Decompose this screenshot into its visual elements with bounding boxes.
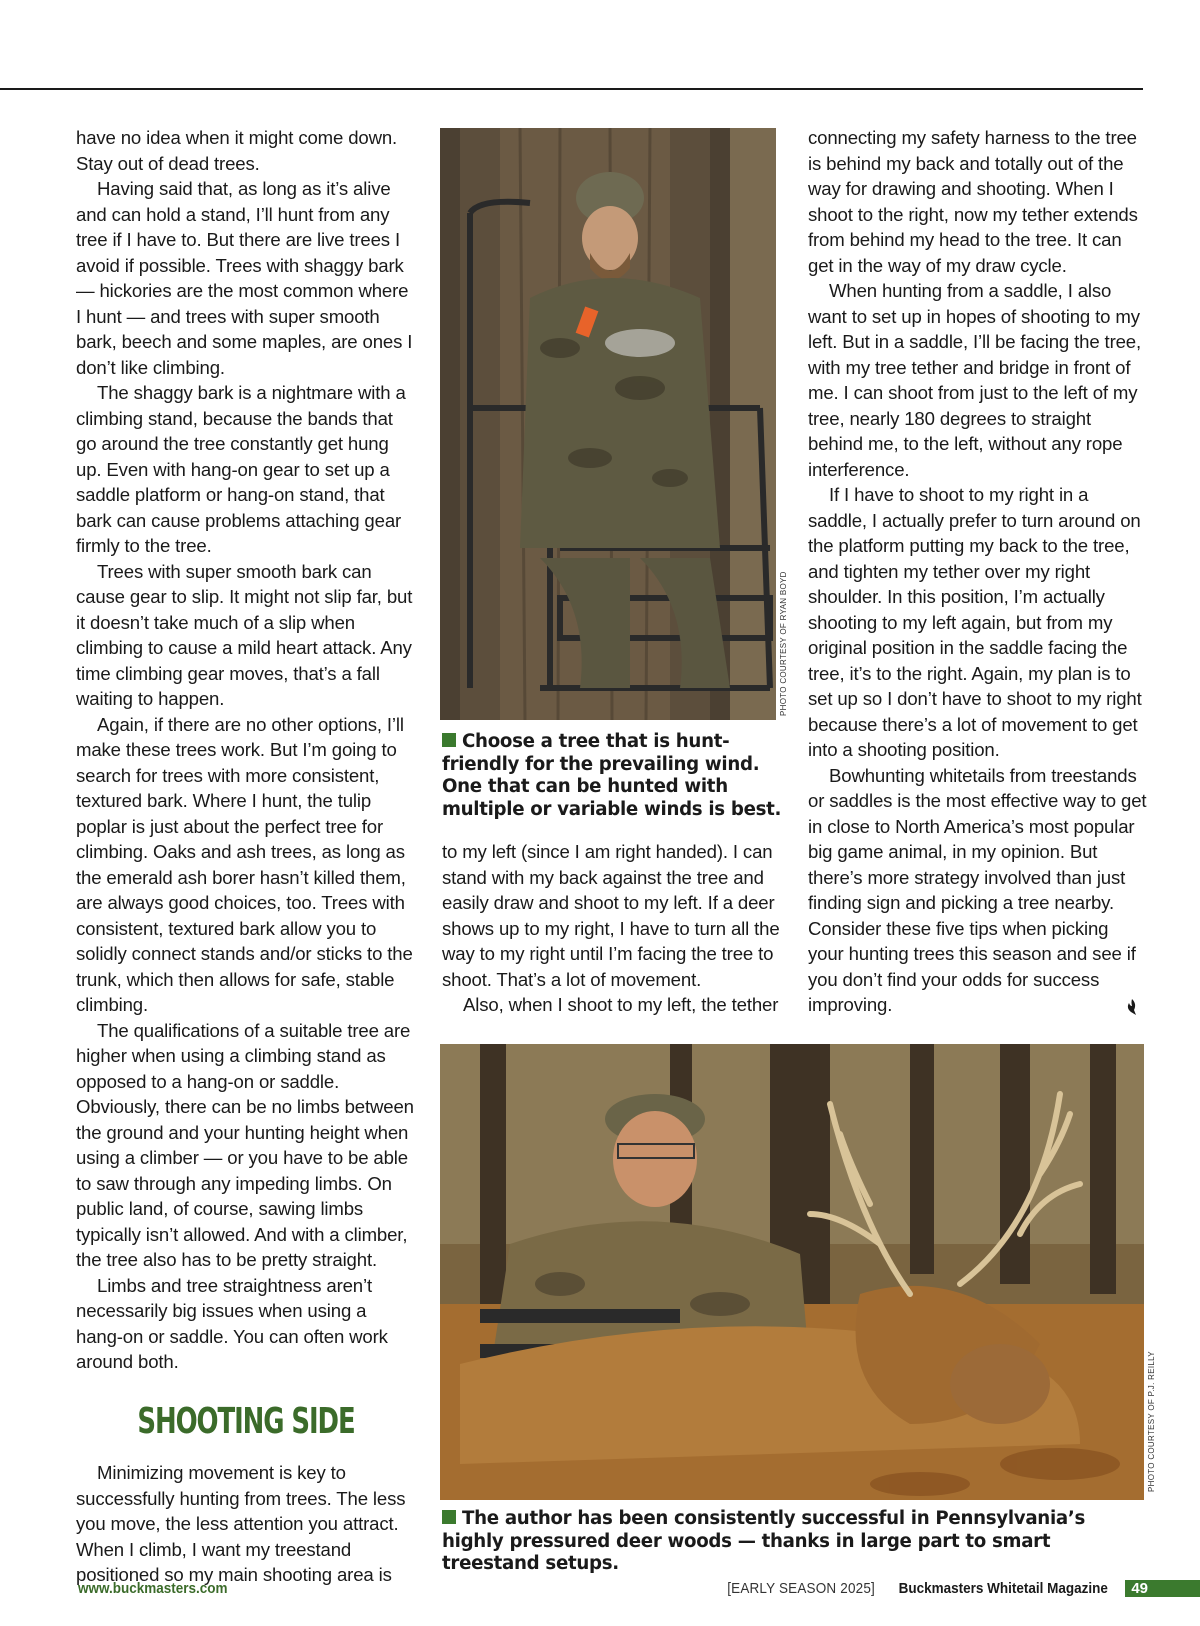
body-paragraph: The shaggy bark is a nightmare with a climbing stand, because the bands that go around the tree constantly get hung up. Even with hang-on gear to set up a saddle platform or hang-on stand, that bark can cause problems attaching gear firmly to the tree. (76, 382, 406, 556)
photo1-credit: PHOTO COURTESY OF RYAN BOYD (779, 571, 788, 716)
body-paragraph: Minimizing movement is key to successfully hunting from trees. The less you move, the less attention you attract. When I climb, I want my treestand positioned so my main shooting area is (76, 1462, 406, 1585)
body-paragraph: Having said that, as long as it’s alive and can hold a stand, I’ll hunt from any tree if I have to. But there are live trees I avoid if possible. Trees with shaggy bark — hickories are the most common where I hunt — and trees with super smooth bark, beech and some maples, are ones I don’t like climbing. (76, 178, 413, 378)
text-column-3 (808, 125, 1148, 1018)
body-paragraph: Bowhunting whitetails from treestands or saddles is the most effective way to get in close to North America’s most popular big game animal, in my opinion. But there’s more strategy involved than just finding sign and picking a tree nearby. Consider these five tips when picking your hunting trees this season and see if you don’t find your odds for success improving. (808, 764, 1147, 1015)
footer-website-link[interactable]: www.buckmasters.com (78, 1580, 228, 1597)
photo-hunter-in-climbing-stand (440, 128, 776, 720)
body-paragraph: to my left (since I am right handed). I can stand with my back against the tree and easily draw and shoot to my left. If a deer shows up to my right, I have to turn all the way to my right until I’m facing the tree to shoot. That’s a lot of movement. (442, 841, 780, 990)
section-subhead: SHOOTING SIDE (137, 1400, 355, 1442)
hunter-stand-illustration (440, 128, 776, 720)
photo1-caption (442, 731, 787, 821)
column3-paragraphs (808, 125, 1148, 1018)
column1-paragraphs (76, 125, 416, 1375)
caption-bullet-icon (442, 733, 456, 747)
body-paragraph: Also, when I shoot to my left, the tether (463, 994, 779, 1015)
body-paragraph: connecting my safety harness to the tree is behind my back and totally out of the way for drawing and shooting. When I shoot to the right, now my tether extends from behind my head to the tree. It can get in the way of my draw cycle. (808, 127, 1138, 276)
photo2-caption-text: The author has been consistently successful in Pennsylvania’s highly pressured deer woods — thanks in large part to smart treestand setups. (442, 1508, 1085, 1574)
footer-magazine-name: Buckmasters Whitetail Magazine (898, 1580, 1108, 1597)
body-paragraph: have no idea when it might come down. Stay out of dead trees. (76, 127, 398, 174)
body-paragraph: Limbs and tree straightness aren’t necessarily big issues when using a hang-on or saddle. You can often work around both. (76, 1274, 388, 1372)
column1-after-paragraphs (76, 1460, 416, 1588)
text-column-2 (442, 839, 782, 1018)
photo1-caption-text: Choose a tree that is hunt-friendly for the prevailing wind. One that can be hunted with multiple or variable winds is best. (442, 731, 782, 820)
photo-author-with-buck (440, 1044, 1144, 1500)
body-paragraph: If I have to shoot to my right in a saddle, I actually prefer to turn around on the platform putting my back to the tree, and tighten my tether over my right shoulder. In this position, I’m actually shooting to my left again, but from my original position in the saddle facing the tree, it’s to the right. Again, my plan is to set up so I don’t have to shoot to my right because there’s a lot of movement to get into a shooting position. (808, 484, 1142, 760)
caption-bullet-icon (442, 1510, 456, 1524)
page-number: 49 (1125, 1580, 1200, 1597)
end-mark-antler-icon (1125, 998, 1139, 1016)
footer-folio (719, 1580, 1200, 1597)
photo2-caption (442, 1508, 1142, 1576)
body-paragraph: Trees with super smooth bark can cause gear to slip. It might not slip far, but it doesn’t take much of a slip when climbing to cause a mild heart attack. Any time climbing gear moves, that’s a fall waiting to happen. (76, 560, 413, 709)
text-column-1 (76, 125, 416, 1588)
footer-issue: [EARLY SEASON 2025] (726, 1580, 875, 1597)
photo2-credit: PHOTO COURTESY OF P.J. REILLY (1147, 1351, 1156, 1492)
author-buck-illustration (440, 1044, 1144, 1500)
body-paragraph: Again, if there are no other options, I’ll make these trees work. But I’m going to search for trees with more consistent, textured bark. Where I hunt, the tulip poplar is just about the perfect tree for climbing. Oaks and ash trees, as long as the emerald ash borer hasn’t killed them, are always good choices, too. Trees with consistent, textured bark allow you to solidly connect stands and/or sticks to the trunk, which then allows for safe, stable climbing. (76, 713, 413, 1015)
column2-paragraphs (442, 839, 782, 1018)
body-paragraph: The qualifications of a suitable tree are higher when using a climbing stand as opposed to a hang-on or saddle. Obviously, there can be no limbs between the ground and your hunting height when using a climber — or you have to be able to saw through any impeding limbs. On public land, of course, sawing limbs typically isn’t allowed. And with a climber, the tree also has to be pretty straight. (76, 1019, 414, 1270)
body-paragraph: When hunting from a saddle, I also want to set up in hopes of shooting to my left. But in a saddle, I’ll be facing the tree, with my tree tether and bridge in front of me. I can shoot from just to the left of my tree, nearly 180 degrees to straight behind me, to the left, without any rope interference. (808, 280, 1142, 480)
header-rule (0, 88, 1143, 90)
